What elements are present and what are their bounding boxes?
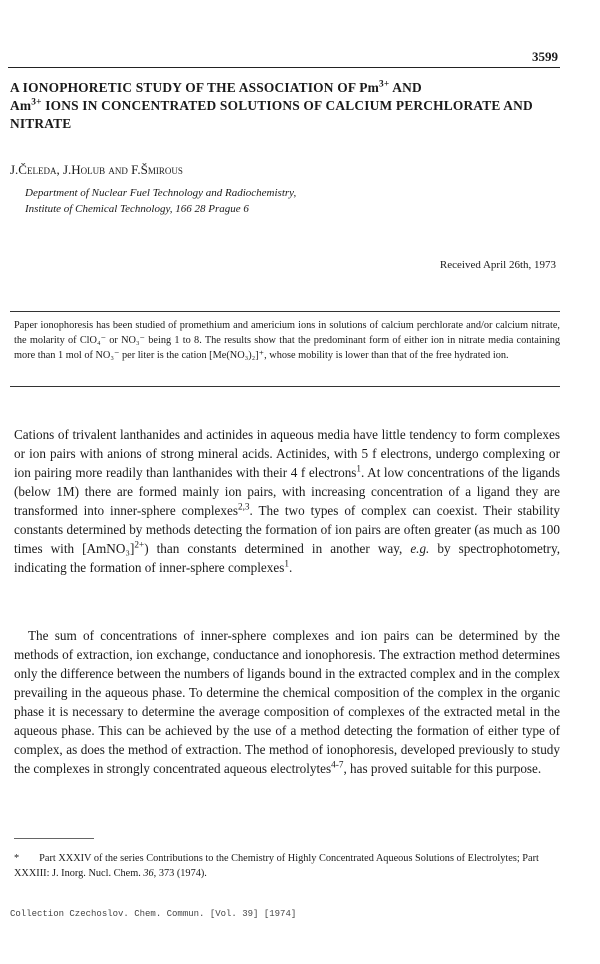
body-paragraph-1: Cations of trivalent lanthanides and actinides in aqueous media have little tendency to form complexes or ion pairs with anions of strong mineral acids. Actinides, with 5 f electrons, undergo complexing or ion pairing more readily than lanthanides with their 4 f electrons$^1$. At low concentrations of the ligands (below 1M) there are formed mainly ion pairs, with increasing concentration of a ligand they are transformed into inner-sphere complexes$^{2,3}$. The two types of complex can coexist. Their stability constants determined by methods detecting the formation of ion pairs are often greater (as much as 100 times with [AmNO₃]$^{2+}$) than constants determined in another way, e.g. by spectrophotometry, indicating the formation of inner-sphere complexes$^1$. xyxy=(14,427,560,575)
authors: J.Čeleda, J.Holub and F.Šmirous xyxy=(10,162,183,177)
affiliation-line-2: Institute of Chemical Technology, 166 28 Prague 6 xyxy=(25,203,249,215)
received-date: Received April 26th, 1973 xyxy=(439,259,556,271)
abstract: Paper ionophoresis has been studied of promethium and americium ions in solutions of calcium perchlorate and/or calcium nitrate, the molarity of ClO₄⁻ or NO₃⁻ being 1 to 8. The results show that the predominant form of either ion in nitrate media containing more than 1 mol of NO₃⁻ per liter is the cation [Me(NO₃)₂]⁺, whose mobility is lower than that of the free hydrated ion. xyxy=(14,320,560,361)
affiliation xyxy=(25,185,296,217)
footnote-rule xyxy=(14,838,94,839)
affiliation-line-1: Department of Nuclear Fuel Technology and Radiochemistry, xyxy=(25,187,297,199)
body-paragraph-2: The sum of concentrations of inner-sphere complexes and ion pairs can be determined by the methods of extraction, ion exchange, conductance and ionophoresis. The extraction method determines only the difference between the numbers of ligands bound in the extracted complex and in the complex prevailing in the aqueous phase. To determine the chemical composition of the complex in the organic phase it is necessary to determine the average composition of complexes of the extracted metal in the aqueous phase. This can be achieved by the use of a method detecting the formation of either type of complex, as does the method of extraction. The method of ionophoresis, developed previously to study the complexes in strongly concentrated aqueous electrolytes$^{4-7}$, has proved suitable for this purpose. xyxy=(14,628,560,776)
journal-reference: Collection Czechoslov. Chem. Commun. [Vol. 39] [1974] xyxy=(10,909,297,919)
header-rule xyxy=(8,67,560,68)
citation-ref: 1 xyxy=(356,463,362,474)
abstract-top-rule xyxy=(10,311,560,312)
citation-ref: 4-7 xyxy=(331,759,344,770)
footnote-mark: * xyxy=(14,853,20,864)
footnote: * Part XXXIV of the series Contributions to the Chemistry of Highly Concentrated Aqueous Solutions of Electrolytes; Part XXXIII: J. Inorg. Nucl. Chem. 36, 373 (1974). xyxy=(14,853,539,879)
abstract-bottom-rule xyxy=(10,386,560,387)
page-number: 3599 xyxy=(532,49,558,64)
article-title: A IONOPHORETIC STUDY OF THE ASSOCIATION OF $Pm^{3+}$ AND $Am^{3+}$ IONS IN CONCENTRATED SOLUTIONS OF CALCIUM PERCHLORATE AND NITRATE xyxy=(10,79,533,131)
citation-ref: 2,3 xyxy=(237,501,250,512)
citation-ref: 1 xyxy=(284,558,289,569)
